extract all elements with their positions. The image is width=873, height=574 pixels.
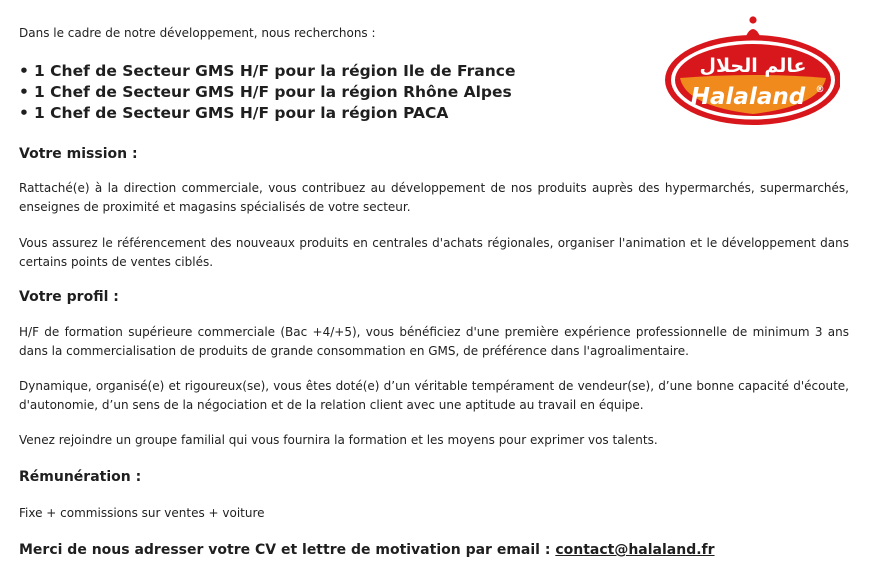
closing-label: Merci de nous adresser votre CV et lettre de motivation par email : (19, 542, 556, 558)
position-label: 1 Chef de Secteur GMS H/F pour la région PACA (34, 104, 449, 122)
position-item (19, 61, 516, 82)
profile-paragraph: Venez rejoindre un groupe familial qui vous fournira la formation et les moyens pour exprimer vos talents. (19, 433, 658, 447)
intro-text: Dans le cadre de notre développement, nous recherchons : (19, 26, 376, 40)
position-label: 1 Chef de Secteur GMS H/F pour la région Ile de France (34, 62, 516, 80)
profile-heading: Votre profil : (19, 289, 119, 305)
profile-paragraph: H/F de formation supérieure commerciale (Bac +4/+5), vous bénéficiez d'une première expérience professionnelle de minimum 3 ans dans la commercialisation de produits de grande consommation en GMS, de préférence dans l'agroalimentaire. (19, 325, 849, 358)
closing-text (19, 540, 715, 560)
logo-dot (749, 16, 756, 23)
logo-arabic-text: عالم الحلال (699, 55, 807, 77)
mission-paragraph: Vous assurez le référencement des nouveaux produits en centrales d'achats régionales, organiser l'animation et le développement dans certains points de ventes ciblés. (19, 236, 849, 269)
position-item (19, 103, 516, 124)
logo-registered-mark: ® (815, 85, 825, 95)
remuneration-text: Fixe + commissions sur ventes + voiture (19, 506, 265, 520)
position-label: 1 Chef de Secteur GMS H/F pour la région Rhône Alpes (34, 83, 512, 101)
halaland-logo (660, 14, 840, 130)
bullet-icon: • (19, 83, 29, 101)
positions-list (19, 61, 516, 124)
email-link[interactable]: contact@halaland.fr (555, 542, 715, 558)
profile-paragraph: Dynamique, organisé(e) et rigoureux(se), vous êtes doté(e) d’un véritable tempérament de vendeur(se), d’une bonne capacité d'écoute, d'autonomie, d’un sens de la négociation et de la relation client avec une aptitude au travail en équipe. (19, 379, 849, 412)
bullet-icon: • (19, 62, 29, 80)
remuneration-heading: Rémunération : (19, 469, 142, 485)
logo-brand-text: Halaland (690, 84, 806, 110)
logo-dome (746, 29, 760, 36)
mission-paragraph: Rattaché(e) à la direction commerciale, vous contribuez au développement de nos produits auprès des hypermarchés, supermarchés, enseignes de proximité et magasins spécialisés de votre secteur. (19, 181, 849, 214)
position-item (19, 82, 516, 103)
bullet-icon: • (19, 104, 29, 122)
mission-heading: Votre mission : (19, 146, 138, 162)
